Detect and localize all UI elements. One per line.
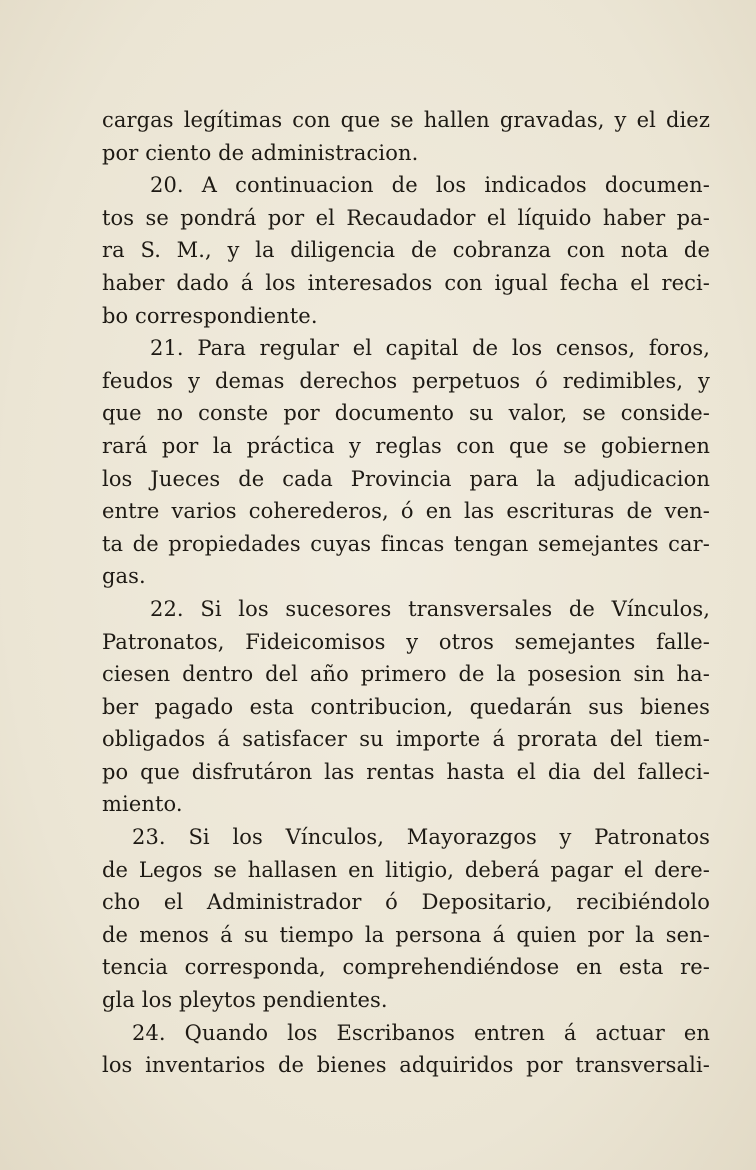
text-line: obligados á satisfacer su importe á prorata del tiem- (102, 727, 710, 752)
text-line: ta de propiedades cuyas fincas tengan semejantes car- (102, 531, 710, 556)
text-line: 20. A continuacion de los indicados documen- (150, 173, 710, 198)
text-line: ra S. M., y la diligencia de cobranza con nota de (102, 238, 710, 263)
text-line: miento. (102, 792, 183, 817)
text-line: 23. Si los Vínculos, Mayorazgos y Patronatos (132, 825, 710, 850)
text-line: rará por la práctica y reglas con que se gobiernen (102, 433, 710, 458)
text-line: haber dado á los interesados con igual fecha el reci- (102, 270, 710, 295)
text-line: 21. Para regular el capital de los censos, foros, (150, 336, 710, 361)
text-line: que no conste por documento su valor, se conside- (102, 401, 710, 426)
text-line: Patronatos, Fideicomisos y otros semejantes falle- (102, 629, 710, 654)
text-line: 22. Si los sucesores transversales de Vínculos, (150, 596, 710, 621)
text-line: por ciento de administracion. (102, 140, 419, 165)
document-text (102, 104, 710, 1082)
text-line: tos se pondrá por el Recaudador el líquido haber pa- (102, 205, 710, 230)
text-line: cargas legítimas con que se hallen gravadas, y el diez (102, 108, 710, 132)
text-line: gas. (102, 564, 146, 589)
text-line: de Legos se hallasen en litigio, deberá pagar el dere- (102, 857, 710, 882)
text-line: ciesen dentro del año primero de la posesion sin ha- (102, 662, 710, 687)
text-line: los Jueces de cada Provincia para la adjudicacion (102, 466, 710, 491)
text-line: 24. Quando los Escribanos entren á actuar en (132, 1020, 710, 1045)
text-line: po que disfrutáron las rentas hasta el dia del falleci- (102, 759, 710, 784)
text-line: entre varios coherederos, ó en las escrituras de ven- (102, 499, 710, 524)
text-line: los inventarios de bienes adquiridos por transversali- (102, 1053, 710, 1078)
text-line: cho el Administrador ó Depositario, recibiéndolo (102, 890, 710, 915)
text-line: feudos y demas derechos perpetuos ó redimibles, y (102, 368, 710, 393)
text-line: ber pagado esta contribucion, quedarán sus bienes (102, 694, 710, 719)
text-line: bo correspondiente. (102, 303, 318, 328)
text-line: tencia corresponda, comprehendiéndose en esta re- (102, 955, 710, 980)
text-line: gla los pleytos pendientes. (102, 988, 388, 1013)
text-line: de menos á su tiempo la persona á quien por la sen- (102, 922, 710, 947)
